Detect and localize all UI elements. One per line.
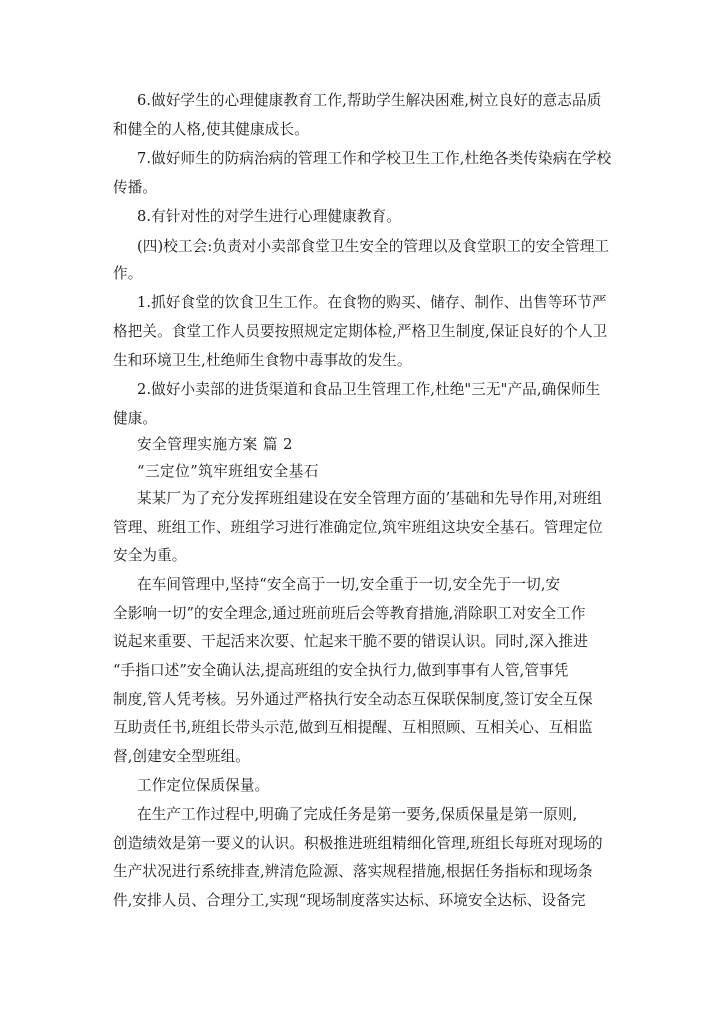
text-line: 说起来重要、干起活来次要、忙起来干脆不要的错误认识。同时,深入推进 — [113, 633, 588, 650]
text-line: “手指口述”安全确认法,提高班组的安全执行力,做到事事有人管,管事凭 — [113, 662, 569, 679]
text-line: 1.抓好食堂的饮食卫生工作。在食物的购买、储存、制作、出售等环节严 — [137, 294, 607, 311]
text-line: 某某厂为了充分发挥班组建设在安全管理方面的’基础和先导作用,对班组 — [137, 490, 602, 507]
text-line: 生产状况进行系统排查,辨清危险源、落实规程措施,根据任务指标和现场条 — [113, 863, 593, 880]
text-line: 7.做好师生的防病治病的管理工作和学校卫生工作,杜绝各类传染病在学校 — [137, 150, 612, 167]
text-line: 工作定位保质保量。 — [137, 777, 270, 794]
text-line: 创造绩效是第一要义的认识。积极推进班组精细化管理,班组长每班对现场的 — [113, 835, 603, 852]
text-line: 全影响一切”的安全理念,通过班前班后会等教育措施,消除职工对安全工作 — [113, 605, 586, 622]
text-line: 制度,管人凭考核。另外通过严格执行安全动态互保联保制度,签订安全互保 — [113, 691, 593, 708]
text-line: 生和环境卫生,杜绝师生食物中毒事故的发生。 — [113, 352, 412, 369]
text-line: 6.做好学生的心理健康教育工作,帮助学生解决困难,树立良好的意志品质 — [137, 92, 602, 109]
text-line: 管理、班组工作、班组学习进行准确定位,筑牢班组这块安全基石。管理定位 — [113, 519, 603, 536]
section-subheading: “三定位”筑牢班组安全基石 — [137, 463, 319, 480]
text-line: 传播。 — [113, 179, 158, 196]
text-line: 格把关。食堂工作人员要按照规定定期体检,严格卫生制度,保证良好的个人卫 — [113, 323, 608, 340]
section-heading: 安全管理实施方案 篇 2 — [137, 436, 293, 453]
text-line: 健康。 — [113, 410, 158, 427]
text-line: (四)校工会:负责对小卖部食堂卫生安全的管理以及食堂职工的安全管理工 — [137, 238, 610, 255]
text-line: 互助责任书,班组长带头示范,做到互相提醒、互相照顾、互相关心、互相监 — [113, 719, 593, 736]
text-line: 件,安排人员、合理分工,实现“现场制度落实达标、环境安全达标、设备完 — [113, 892, 586, 909]
text-line: 在生产工作过程中,明确了完成任务是第一要务,保质保量是第一原则, — [137, 806, 578, 823]
text-line: 和健全的人格,使其健康成长。 — [113, 121, 309, 138]
text-line: 作。 — [113, 265, 143, 282]
text-line: 督,创建安全型班组。 — [113, 748, 250, 765]
text-line: 在车间管理中,坚持“安全高于一切,安全重于一切,安全先于一切,安 — [137, 576, 561, 593]
text-line: 2.做好小卖部的进货渠道和食品卫生管理工作,杜绝"三无"产品,确保师生 — [137, 381, 601, 398]
text-line: 8.有针对性的对学生进行心理健康教育。 — [137, 208, 401, 225]
text-line: 安全为重。 — [113, 547, 187, 564]
